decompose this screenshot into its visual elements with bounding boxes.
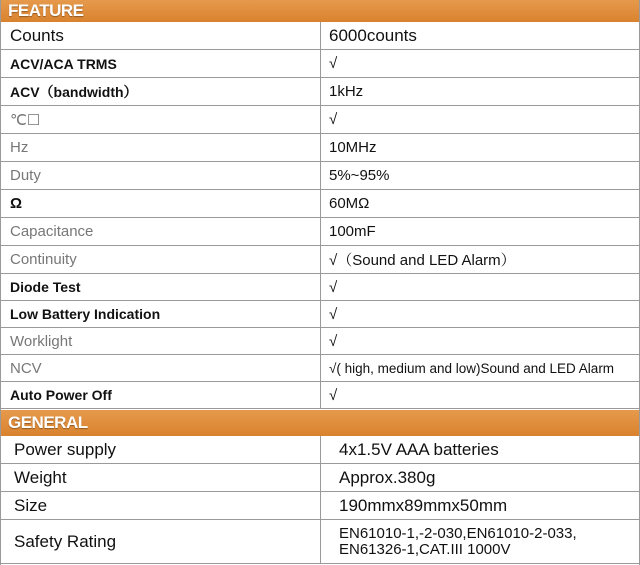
spec-label: ℃☐	[0, 106, 321, 133]
table-left-border	[0, 0, 1, 565]
spec-value: 10MHz	[329, 139, 377, 156]
spec-value: 60MΩ	[329, 195, 370, 212]
spec-label: Power supply	[0, 436, 321, 463]
spec-label: NCV	[0, 355, 321, 381]
table-row	[0, 436, 640, 464]
spec-label: Continuity	[0, 246, 321, 273]
general-section-header: GENERAL	[0, 410, 640, 436]
spec-value: 4x1.5V AAA batteries	[339, 439, 499, 459]
spec-label: Low Battery Indication	[0, 301, 321, 327]
table-row	[0, 78, 640, 106]
table-row	[0, 190, 640, 218]
spec-value: √（Sound and LED Alarm）	[329, 252, 516, 269]
spec-label: Worklight	[0, 328, 321, 354]
spec-value: √	[329, 55, 338, 72]
spec-label: Auto Power Off	[0, 382, 321, 408]
spec-label: ACV（bandwidth）	[0, 78, 321, 105]
spec-label: Weight	[0, 464, 321, 491]
spec-value: √	[329, 332, 338, 350]
table-row	[0, 106, 640, 134]
table-row	[0, 520, 640, 564]
spec-value: 5%~95%	[329, 167, 390, 184]
spec-label: Ω	[0, 190, 321, 217]
spec-label: Safety Rating	[0, 520, 321, 563]
table-row	[0, 50, 640, 78]
spec-value: EN61010-1,-2-030,EN61010-2-033, EN61326-1,CAT.III 1000V	[339, 524, 577, 558]
table-row	[0, 382, 640, 409]
spec-value: √( high, medium and low)Sound and LED Alarm	[329, 360, 615, 376]
spec-label: Duty	[0, 162, 321, 189]
table-row	[0, 162, 640, 190]
table-row	[0, 464, 640, 492]
table-row	[0, 328, 640, 355]
spec-label: Size	[0, 492, 321, 519]
spec-label: Counts	[0, 22, 321, 49]
table-row	[0, 22, 640, 50]
table-row	[0, 246, 640, 274]
table-row	[0, 274, 640, 301]
spec-value: 6000counts	[329, 25, 417, 45]
table-row	[0, 218, 640, 246]
spec-value: 1kHz	[329, 83, 364, 100]
spec-value: 190mmx89mmx50mm	[339, 495, 508, 515]
spec-label: Capacitance	[0, 218, 321, 245]
spec-label: Diode Test	[0, 274, 321, 300]
table-row	[0, 355, 640, 382]
table-row	[0, 492, 640, 520]
feature-section-header: FEATURE	[0, 0, 640, 22]
spec-value: Approx.380g	[339, 467, 436, 487]
spec-value: √	[329, 278, 338, 296]
spec-label: Hz	[0, 134, 321, 161]
table-row	[0, 301, 640, 328]
spec-value: √	[329, 305, 338, 323]
table-row	[0, 134, 640, 162]
spec-value: √	[329, 111, 338, 128]
spec-value: 100mF	[329, 223, 376, 240]
spec-value: √	[329, 386, 338, 404]
spec-label: ACV/ACA TRMS	[0, 50, 321, 77]
